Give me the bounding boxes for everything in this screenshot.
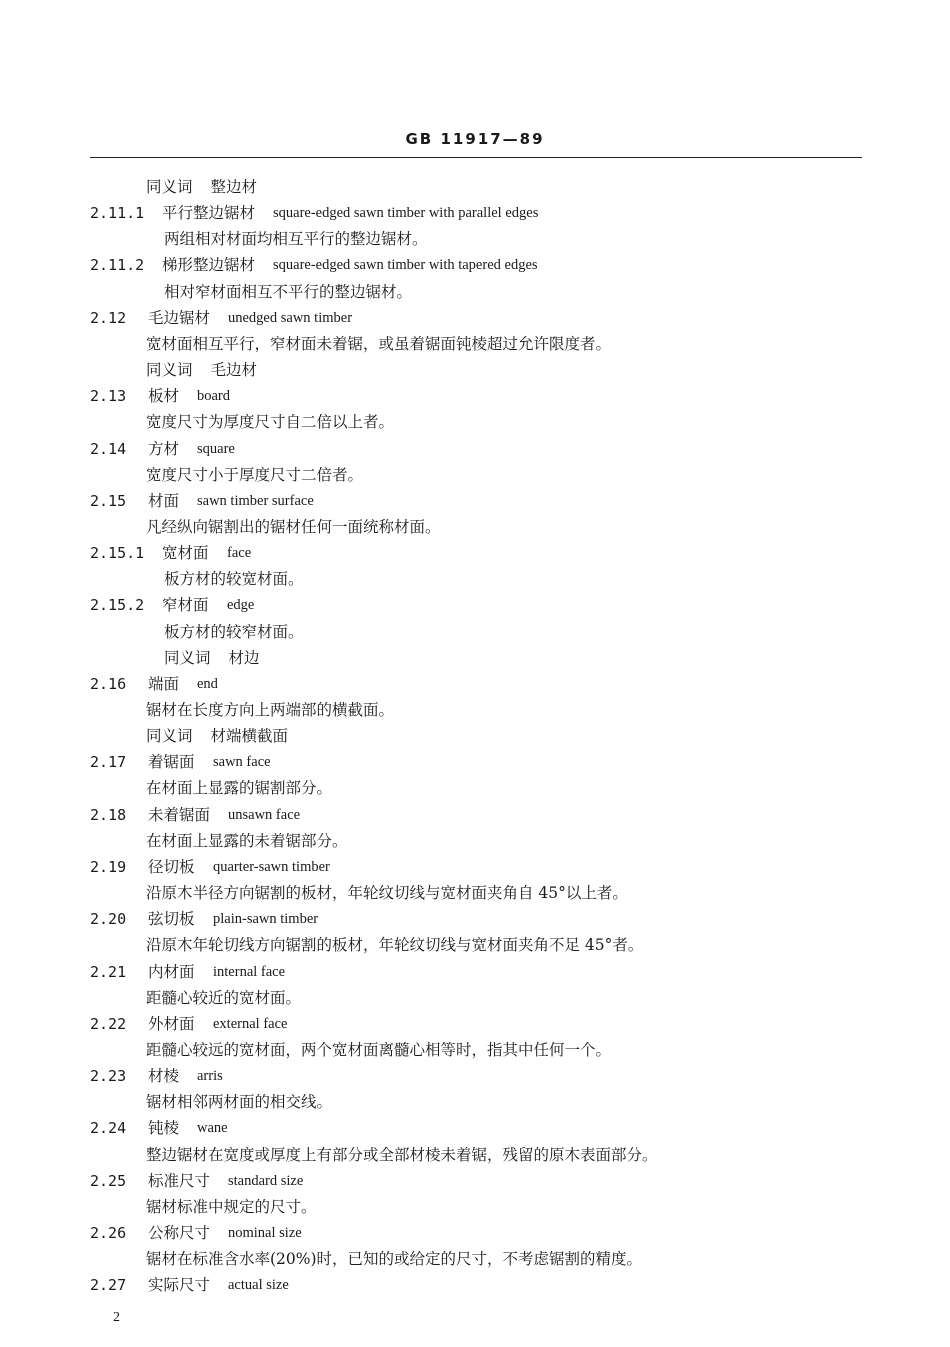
term-chinese: 弦切板 (148, 910, 195, 928)
header-rule (90, 157, 862, 158)
term-english: sawn face (213, 754, 271, 770)
term-entry (0, 490, 950, 512)
term-english: standard size (228, 1173, 304, 1189)
term-number: 2.24 (90, 1119, 127, 1137)
definition: 宽度尺寸小于厚度尺寸二倍者。 (146, 466, 364, 484)
term-english: wane (197, 1120, 228, 1136)
term-entry (0, 438, 950, 460)
term-english: face (227, 545, 252, 561)
term-entry (0, 856, 950, 878)
term-english: internal face (213, 964, 286, 980)
term-chinese: 方材 (148, 440, 180, 458)
term-entry (0, 908, 950, 930)
term-entry (0, 542, 950, 564)
synonym (146, 176, 257, 198)
synonym-value: 整边材 (210, 178, 258, 196)
term-number: 2.12 (90, 309, 127, 327)
term-chinese: 着锯面 (148, 753, 195, 771)
term-chinese: 端面 (148, 675, 180, 693)
definition: 锯材在标准含水率(20%)时，已知的或给定的尺寸，不考虑锯割的精度。 (146, 1250, 643, 1268)
definition: 距髓心较远的宽材面，两个宽材面离髓心相等时，指其中任何一个。 (146, 1041, 612, 1059)
term-entry (0, 1222, 950, 1244)
term-english: plain-sawn timber (213, 911, 319, 927)
term-english: nominal size (228, 1225, 302, 1241)
term-number: 2.11.2 (90, 256, 145, 274)
synonym (164, 647, 260, 669)
term-chinese: 毛边锯材 (148, 309, 211, 327)
term-number: 2.23 (90, 1067, 127, 1085)
term-number: 2.26 (90, 1224, 127, 1242)
term-english: board (197, 388, 231, 404)
synonym-value: 材端横截面 (210, 727, 289, 745)
term-number: 2.22 (90, 1015, 127, 1033)
term-chinese: 公称尺寸 (148, 1224, 211, 1242)
term-english: external face (213, 1016, 288, 1032)
term-number: 2.21 (90, 963, 127, 981)
synonym-label: 同义词 (146, 178, 193, 196)
synonym (146, 725, 288, 747)
term-entry (0, 254, 950, 276)
term-english: unsawn face (228, 807, 301, 823)
term-number: 2.27 (90, 1276, 127, 1294)
synonym-value: 材边 (228, 649, 260, 667)
term-english: square-edged sawn timber with tapered edges (273, 257, 538, 273)
term-chinese: 外材面 (148, 1015, 195, 1033)
definition: 沿原木年轮切线方向锯割的板材，年轮纹切线与宽材面夹角不足 45°者。 (146, 936, 644, 954)
term-chinese: 径切板 (148, 858, 195, 876)
term-number: 2.20 (90, 910, 127, 928)
term-entry (0, 1170, 950, 1192)
definition: 在材面上显露的未着锯部分。 (146, 832, 348, 850)
term-entry (0, 751, 950, 773)
term-english: square-edged sawn timber with parallel edges (273, 205, 539, 221)
term-english: end (197, 676, 218, 692)
term-entry (0, 385, 950, 407)
definition: 整边锯材在宽度或厚度上有部分或全部材棱未着锯，残留的原木表面部分。 (146, 1146, 658, 1164)
term-english: sawn timber surface (197, 493, 314, 509)
term-entry (0, 1117, 950, 1139)
term-entry (0, 594, 950, 616)
term-number: 2.16 (90, 675, 127, 693)
term-number: 2.15.2 (90, 596, 145, 614)
term-chinese: 宽材面 (162, 544, 209, 562)
term-number: 2.15.1 (90, 544, 145, 562)
definition: 锯材在长度方向上两端部的横截面。 (146, 701, 395, 719)
definition: 锯材标准中规定的尺寸。 (146, 1198, 317, 1216)
term-chinese: 实际尺寸 (148, 1276, 211, 1294)
synonym-label: 同义词 (164, 649, 211, 667)
term-number: 2.11.1 (90, 204, 145, 222)
definition: 距髓心较近的宽材面。 (146, 989, 302, 1007)
term-english: quarter-sawn timber (213, 859, 330, 875)
term-chinese: 板材 (148, 387, 180, 405)
definition: 两组相对材面均相互平行的整边锯材。 (164, 230, 428, 248)
term-number: 2.25 (90, 1172, 127, 1190)
definition: 凡经纵向锯割出的锯材任何一面统称材面。 (146, 518, 441, 536)
term-entry (0, 1013, 950, 1035)
term-number: 2.13 (90, 387, 127, 405)
term-chinese: 标准尺寸 (148, 1172, 211, 1190)
definition: 板方材的较宽材面。 (164, 570, 304, 588)
term-entry (0, 307, 950, 329)
term-entry (0, 961, 950, 983)
term-english: edge (227, 597, 255, 613)
term-entry (0, 804, 950, 826)
synonym-value: 毛边材 (210, 361, 258, 379)
definition: 锯材相邻两材面的相交线。 (146, 1093, 333, 1111)
term-chinese: 材棱 (148, 1067, 180, 1085)
term-number: 2.18 (90, 806, 127, 824)
synonym-label: 同义词 (146, 361, 193, 379)
term-number: 2.17 (90, 753, 127, 771)
definition: 板方材的较窄材面。 (164, 623, 304, 641)
term-entry (0, 202, 950, 224)
standard-header: GB 11917—89 (405, 130, 545, 148)
term-chinese: 梯形整边锯材 (162, 256, 256, 274)
term-chinese: 内材面 (148, 963, 195, 981)
term-english: arris (197, 1068, 223, 1084)
definition: 宽度尺寸为厚度尺寸自二倍以上者。 (146, 413, 395, 431)
synonym-label: 同义词 (146, 727, 193, 745)
term-chinese: 窄材面 (162, 596, 209, 614)
term-number: 2.19 (90, 858, 127, 876)
term-chinese: 材面 (148, 492, 180, 510)
page-number: 2 (113, 1310, 120, 1325)
definition: 相对窄材面相互不平行的整边锯材。 (164, 283, 413, 301)
synonym (146, 359, 257, 381)
term-number: 2.14 (90, 440, 127, 458)
term-entry (0, 1274, 950, 1296)
term-entry (0, 673, 950, 695)
term-chinese: 钝棱 (148, 1119, 180, 1137)
definition: 沿原木半径方向锯割的板材，年轮纹切线与宽材面夹角自 45°以上者。 (146, 884, 628, 902)
term-english: square (197, 441, 235, 457)
term-english: unedged sawn timber (228, 310, 353, 326)
definition: 宽材面相互平行，窄材面未着锯，或虽着锯面钝棱超过允许限度者。 (146, 335, 612, 353)
term-chinese: 未着锯面 (148, 806, 211, 824)
term-english: actual size (228, 1277, 289, 1293)
term-chinese: 平行整边锯材 (162, 204, 256, 222)
term-number: 2.15 (90, 492, 127, 510)
definition: 在材面上显露的锯割部分。 (146, 779, 333, 797)
term-entry (0, 1065, 950, 1087)
